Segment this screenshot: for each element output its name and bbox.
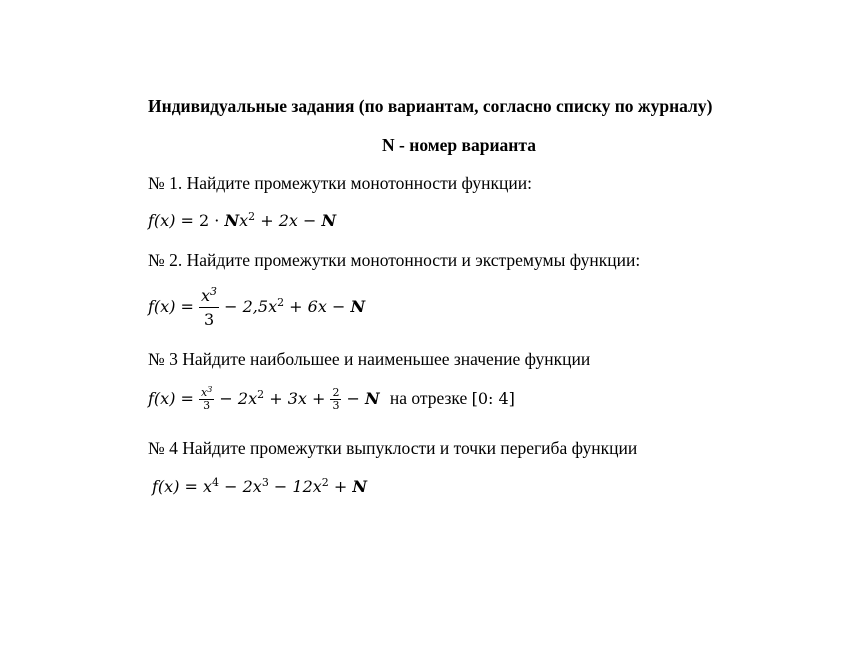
fraction-denominator: 3 <box>332 399 340 412</box>
page-subtitle: N - номер варианта <box>382 135 536 155</box>
task-1-formula <box>148 211 336 230</box>
exponent: 2 <box>257 388 265 401</box>
fraction-numerator: $x^3$ <box>199 286 219 308</box>
variant-symbol: N <box>365 389 380 408</box>
variant-symbol: N <box>352 477 367 496</box>
interval-value: [0: 4] <box>471 389 515 408</box>
formula-lhs: f(x) = <box>148 297 200 316</box>
fraction <box>199 286 219 329</box>
fraction-numerator: $x^3$ <box>201 385 213 399</box>
formula-lhs: f(x) = <box>148 211 200 230</box>
interval-caption: на отрезке <box>389 388 472 408</box>
formula-term: + <box>328 477 353 496</box>
task-4-text: № 4 Найдите промежутки выпуклости и точки перегиба функции <box>148 438 638 458</box>
variant-symbol: N <box>321 211 337 230</box>
formula-lhs: f(x) = <box>148 389 200 408</box>
formula-term: x <box>239 211 249 230</box>
formula-term: + 2x − <box>255 211 322 230</box>
exponent: 3 <box>261 476 269 489</box>
page-title: Индивидуальные задания (по вариантам, согласно списку по журналу) <box>148 96 713 116</box>
exponent: 2 <box>321 476 329 489</box>
task-3-text: № 3 Найдите наибольшее и наименьшее значение функции <box>148 349 591 369</box>
fraction <box>199 387 214 412</box>
fraction-numerator: 2 <box>332 386 340 399</box>
variant-symbol: N <box>350 297 366 316</box>
fraction-denominator: 3 <box>203 399 211 412</box>
fraction-denominator: 3 <box>203 310 215 329</box>
task-1-text: № 1. Найдите промежутки монотонности функции: <box>148 173 532 193</box>
task-2-text: № 2. Найдите промежутки монотонности и экстремумы функции: <box>148 250 641 270</box>
task-2-formula <box>148 286 365 329</box>
formula-lhs: f(x) = x <box>152 477 213 496</box>
formula-term: − 2x <box>219 477 262 496</box>
formula-term: − 2,5x <box>219 297 278 316</box>
task-4-formula <box>152 477 367 496</box>
fraction <box>330 387 341 412</box>
formula-term: + 3x + <box>264 389 331 408</box>
exponent: 2 <box>248 210 256 223</box>
formula-term: − 2x <box>214 389 258 408</box>
variant-symbol: N <box>224 211 240 230</box>
formula-term: − <box>341 389 366 408</box>
formula-term: + 6x − <box>284 297 351 316</box>
task-3-formula <box>148 387 515 412</box>
exponent: 2 <box>277 296 285 309</box>
formula-term: − 12x <box>268 477 322 496</box>
formula-term: 2 · <box>199 211 225 230</box>
exponent: 4 <box>212 476 220 489</box>
